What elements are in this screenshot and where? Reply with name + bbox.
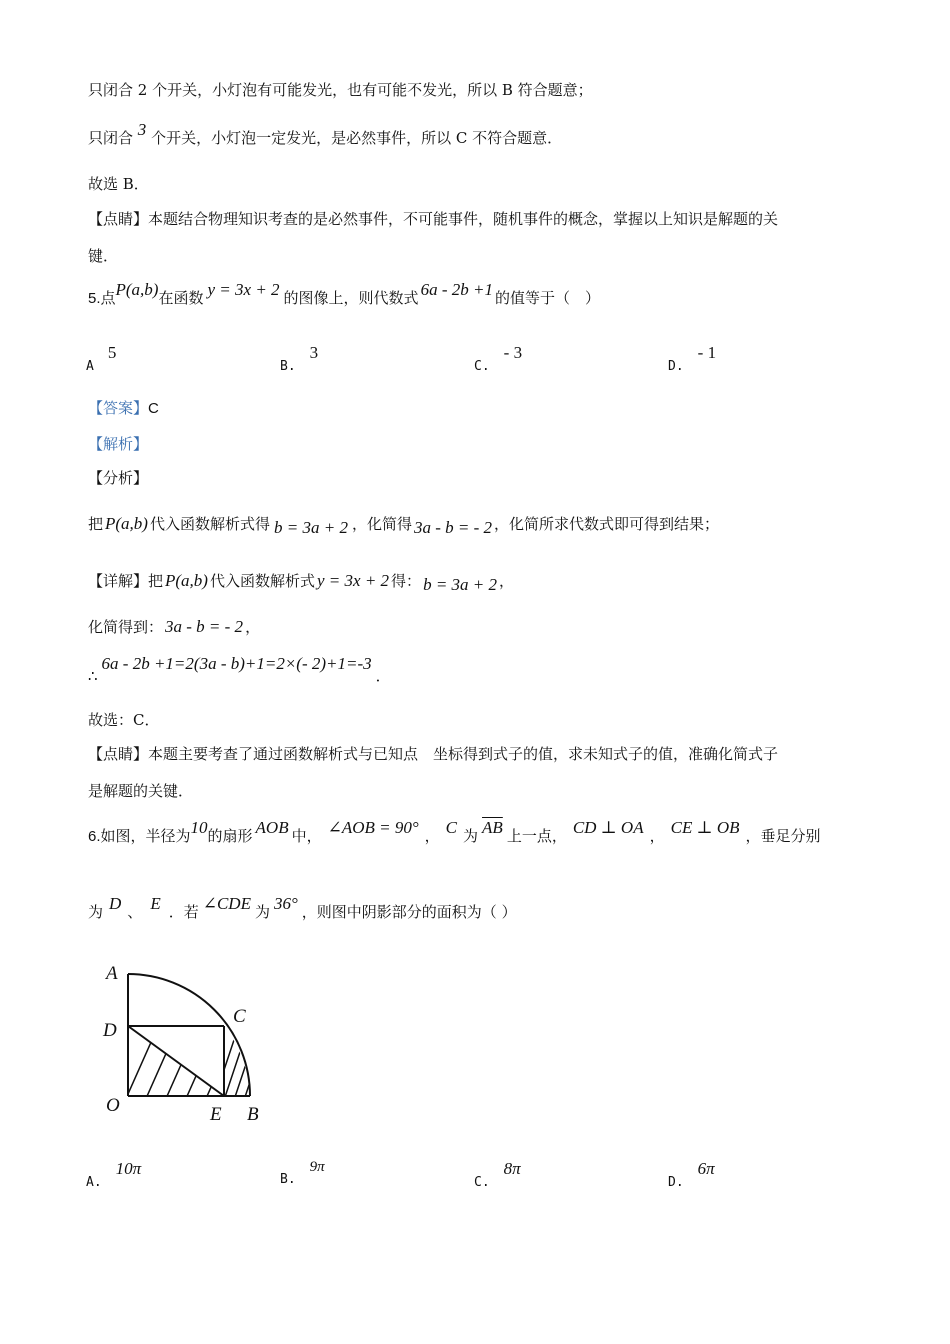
answer-value: C <box>148 400 159 417</box>
math-number: 10 <box>190 818 208 837</box>
option-label: B. <box>280 1172 296 1187</box>
text-fragment: 上一点， <box>506 827 567 845</box>
text-fragment: ， <box>499 572 515 590</box>
option-value: 5 <box>107 343 117 362</box>
text-line: 是解题的关键． <box>88 782 194 800</box>
math-expression: 6a - 2b +1=2(3a - b)+1=2×(- 2)+1=-3 <box>101 654 372 673</box>
text-line: 键． <box>88 247 119 265</box>
text-fragment: ， <box>424 827 440 845</box>
text-fragment: 、 <box>127 903 143 921</box>
text-fragment: ， <box>649 827 665 845</box>
option-a <box>86 1159 142 1191</box>
answer-tag: 【答案】 <box>88 399 149 417</box>
option-value: - 1 <box>697 343 717 362</box>
math-function: y = 3x + 2 <box>207 280 280 299</box>
math-point: D <box>109 894 122 913</box>
math-expression: b = 3a + 2 <box>423 575 498 594</box>
sector-figure <box>100 962 300 1132</box>
math-angle: ∠CDE <box>202 894 251 913</box>
question-6 <box>88 818 821 847</box>
text-fragment: 的扇形 <box>207 827 253 845</box>
option-value: - 3 <box>503 343 523 362</box>
text-fragment: 个开关，小灯泡一定发光，是必然事件，所以 C 不符合题意． <box>151 129 563 147</box>
question-6-line2 <box>88 894 517 922</box>
label-b: B <box>247 1104 259 1125</box>
text-fragment: ，化简所求代数式即可得到结果； <box>494 515 720 533</box>
text-fragment: ，垂足分别 <box>745 827 821 845</box>
option-value: 9π <box>309 1159 325 1175</box>
question-number: 6.如图，半径为 <box>88 828 191 845</box>
text-line <box>88 120 563 148</box>
hatch-triangle <box>120 1022 240 1112</box>
math-expression: 3a - b = - 2 <box>413 518 493 537</box>
text-fragment: 代入函数解析式得 <box>149 515 270 533</box>
math-point: P(a,b) <box>165 571 208 590</box>
text-fragment: 化简得到： <box>88 618 164 636</box>
math-expression: 3a - b = - 2 <box>165 617 244 636</box>
text-fragment: ． <box>375 667 391 685</box>
label-o: O <box>106 1095 120 1116</box>
detail-line <box>88 654 391 685</box>
option-c <box>474 1159 521 1191</box>
label-d: D <box>103 1020 117 1041</box>
text-fragment: 只闭合 <box>88 129 134 147</box>
text-fragment: 为 <box>88 903 104 921</box>
math-perpendicular: CE ⊥ OB <box>670 818 740 837</box>
option-label: A. <box>86 1175 102 1190</box>
text-line: 【点睛】本题结合物理知识考查的是必然事件，不可能事件，随机事件的概念，掌握以上知识是解题的关 <box>88 210 779 228</box>
text-line: 只闭合 2 个开关，小灯泡有可能发光，也有可能不发光，所以 B 符合题意； <box>88 81 593 99</box>
math-expression: 6a - 2b +1 <box>420 280 493 299</box>
math-sector: AOB <box>255 818 289 837</box>
option-a <box>86 343 117 375</box>
text-fragment: 为 <box>254 903 270 921</box>
solution-line <box>88 514 720 537</box>
fenxi-tag: 【分析】 <box>88 469 149 487</box>
text-fragment: 的图像上，则代数式 <box>283 289 419 307</box>
hatch-segment <box>210 1022 270 1112</box>
question-number: 5.点 <box>88 290 116 307</box>
analysis-tag: 【解析】 <box>88 435 149 453</box>
option-value: 3 <box>309 343 319 362</box>
option-label: D. <box>668 359 684 374</box>
text-line: 【点睛】本题主要考查了通过函数解析式与已知点 坐标得到式子的值，求未知式子的值，准确化简式子 <box>88 745 779 763</box>
math-degree: 36° <box>273 894 298 913</box>
math-function: y = 3x + 2 <box>317 571 390 590</box>
text-fragment: 的值等于（ ） <box>494 289 600 307</box>
math-perpendicular: CD ⊥ OA <box>572 818 644 837</box>
text-fragment: 把 <box>88 515 104 533</box>
detail-line <box>88 617 260 637</box>
option-label: C. <box>474 359 490 374</box>
math-point: E <box>150 894 161 913</box>
option-b <box>280 1159 325 1188</box>
math-point: P(a,b) <box>105 514 148 533</box>
option-label: A <box>86 359 94 374</box>
therefore-symbol: ∴ <box>88 667 98 685</box>
text-fragment: 中， <box>291 827 322 845</box>
math-angle: ∠AOB = 90° <box>327 818 419 837</box>
text-fragment: 得： <box>391 572 422 590</box>
text-fragment: 代入函数解析式 <box>209 572 315 590</box>
text-line: 故选：C． <box>88 711 160 729</box>
text-fragment: ，化简得 <box>351 515 412 533</box>
option-c <box>474 343 523 375</box>
option-label: D. <box>668 1175 684 1190</box>
text-fragment: ，则图中阴影部分的面积为（ ） <box>301 903 517 921</box>
label-a: A <box>106 963 118 984</box>
option-value: 6π <box>697 1159 715 1178</box>
option-label: B. <box>280 359 296 374</box>
option-d <box>668 343 717 375</box>
math-point: C <box>445 818 458 837</box>
option-value: 8π <box>503 1159 521 1178</box>
label-e: E <box>210 1104 222 1125</box>
text-fragment: 【详解】把 <box>88 572 164 590</box>
text-fragment: 在函数 <box>158 289 204 307</box>
math-expression: b = 3a + 2 <box>274 518 348 537</box>
label-c: C <box>233 1006 246 1027</box>
option-label: C. <box>474 1175 490 1190</box>
question-5 <box>88 280 600 309</box>
option-value: 10π <box>115 1159 142 1178</box>
math-arc: $\overline{AB}$ <box>482 818 503 837</box>
option-d <box>668 1159 715 1191</box>
option-b <box>280 343 319 375</box>
text-fragment: ．若 <box>168 903 199 921</box>
text-fragment: 为 <box>463 827 479 845</box>
math-point: P(a,b) <box>115 280 159 299</box>
text-line: 故选 B． <box>88 175 149 193</box>
detail-line <box>88 571 515 594</box>
math-number: 3 <box>137 120 147 139</box>
answer-line <box>88 398 159 419</box>
text-fragment: ， <box>245 618 261 636</box>
